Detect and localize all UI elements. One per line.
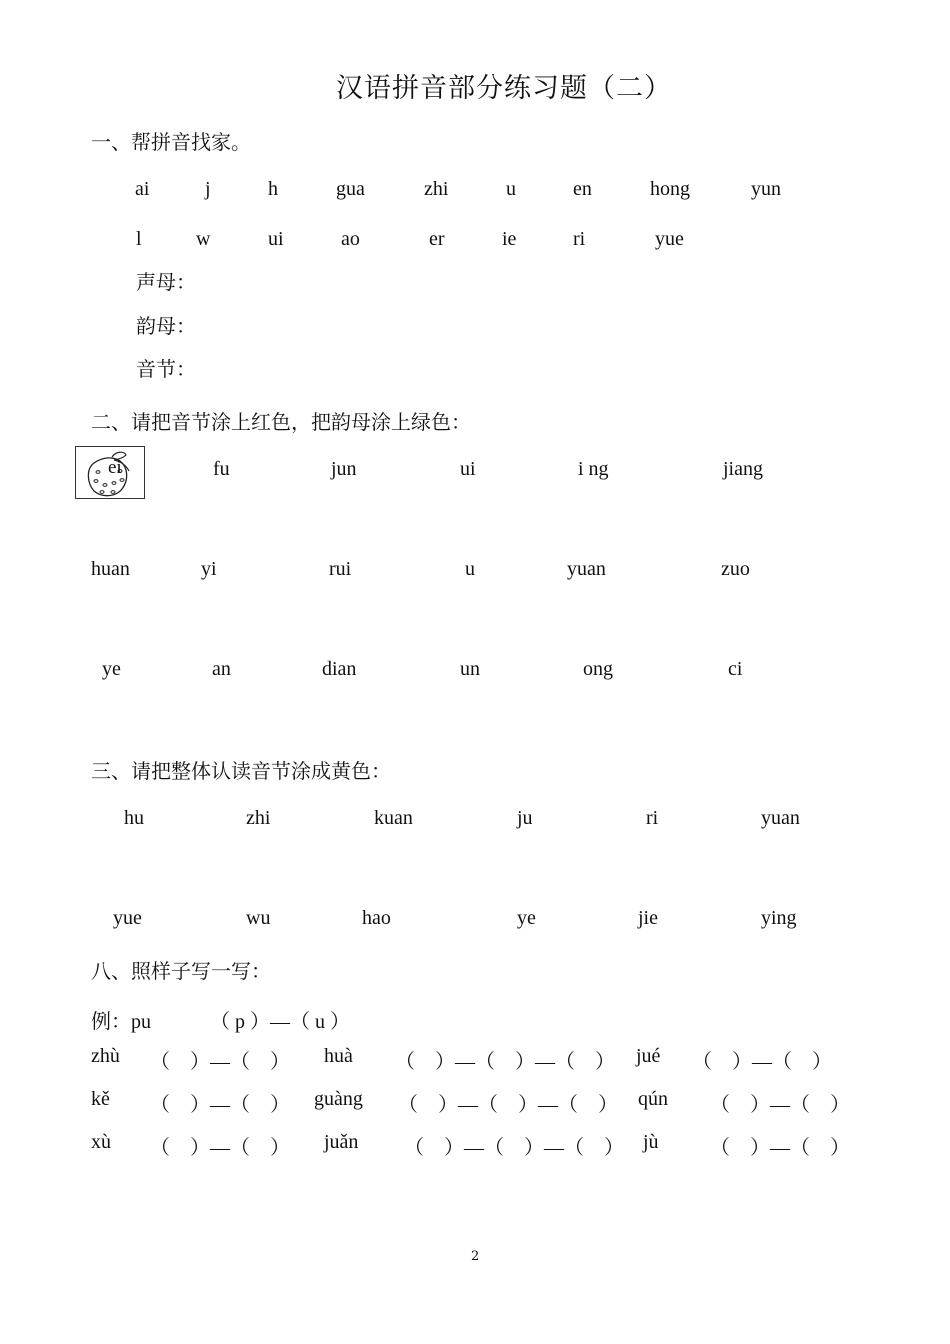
syllable-item: jie xyxy=(638,907,658,929)
exercise-blanks: （ ）—（ ） xyxy=(692,1051,832,1073)
exercise-word: guàng xyxy=(314,1088,363,1110)
exercise-word: kě xyxy=(91,1088,110,1110)
syllable-item: jiang xyxy=(723,458,763,480)
exercise-blanks: （ ）—（ ）—（ ） xyxy=(395,1051,615,1073)
syllable-item: ju xyxy=(517,807,533,829)
syllable-item: hu xyxy=(124,807,144,829)
syllable-item: hong xyxy=(650,178,690,200)
exercise-word: jù xyxy=(643,1131,659,1153)
syllable-item: huan xyxy=(91,558,130,580)
syllable-item: ci xyxy=(728,658,743,680)
syllable-item: ye xyxy=(517,907,536,929)
finals-label: 韵母： xyxy=(136,314,196,338)
syllable-item: i ng xyxy=(578,458,609,480)
syllable-item: u xyxy=(506,178,516,200)
syllable-item: hao xyxy=(362,907,391,929)
syllable-item: ying xyxy=(761,907,797,929)
section1-heading: 一、帮拼音找家。 xyxy=(91,130,251,154)
initials-label: 声母： xyxy=(136,270,196,294)
syllable-item: l xyxy=(136,228,142,250)
exercise-word: xù xyxy=(91,1131,111,1153)
syllable-item: ye xyxy=(102,658,121,680)
syllable-item: dian xyxy=(322,658,357,680)
page-number: 2 xyxy=(471,1249,480,1264)
example-label: 例：pu xyxy=(91,1011,151,1033)
syllable-item: ui xyxy=(460,458,476,480)
example-syllable: ei xyxy=(108,457,122,478)
syllable-item: rui xyxy=(329,558,352,580)
syllable-item: j xyxy=(205,178,211,200)
strawberry-example-box xyxy=(75,446,145,499)
syllable-item: ie xyxy=(502,228,517,250)
exercise-blanks: （ ）—（ ） xyxy=(150,1094,290,1116)
exercise-word: jué xyxy=(636,1045,661,1067)
syllable-item: zhi xyxy=(246,807,271,829)
exercise-blanks: （ ）—（ ） xyxy=(710,1094,850,1116)
syllable-item: ao xyxy=(341,228,360,250)
syllable-item: kuan xyxy=(374,807,413,829)
syllable-item: yuan xyxy=(567,558,606,580)
exercise-word: zhù xyxy=(91,1045,120,1067)
exercise-blanks: （ ）—（ ） xyxy=(150,1051,290,1073)
section8-heading: 八、照样子写一写： xyxy=(91,959,271,983)
syllable-item: yun xyxy=(751,178,781,200)
syllable-item: ri xyxy=(573,228,586,250)
syllable-item: ai xyxy=(135,178,150,200)
syllable-item: yue xyxy=(113,907,142,929)
syllable-item: wu xyxy=(246,907,271,929)
exercise-word: qún xyxy=(638,1088,668,1110)
example-parts: （ p ）—（ u ） xyxy=(210,1011,350,1033)
syllable-item: w xyxy=(196,228,211,250)
syllable-item: gua xyxy=(336,178,365,200)
exercise-blanks: （ ）—（ ）—（ ） xyxy=(404,1137,624,1159)
syllable-item: ong xyxy=(583,658,613,680)
syllable-item: ui xyxy=(268,228,284,250)
exercise-blanks: （ ）—（ ）—（ ） xyxy=(398,1094,618,1116)
exercise-word: huà xyxy=(324,1045,353,1067)
exercise-blanks: （ ）—（ ） xyxy=(710,1137,850,1159)
syllable-item: un xyxy=(460,658,480,680)
syllable-item: h xyxy=(268,178,278,200)
syllable-item: er xyxy=(429,228,445,250)
page-title: 汉语拼音部分练习题（二） xyxy=(336,73,672,104)
syllable-item: ri xyxy=(646,807,659,829)
syllable-item: fu xyxy=(213,458,230,480)
section3-heading: 三、请把整体认读音节涂成黄色： xyxy=(91,759,391,783)
syllable-item: en xyxy=(573,178,592,200)
syllables-label: 音节： xyxy=(136,357,196,381)
syllable-item: yi xyxy=(201,558,217,580)
exercise-blanks: （ ）—（ ） xyxy=(150,1137,290,1159)
syllable-item: zuo xyxy=(721,558,750,580)
syllable-item: yue xyxy=(655,228,684,250)
exercise-word: juǎn xyxy=(324,1131,359,1153)
syllable-item: u xyxy=(465,558,475,580)
syllable-item: an xyxy=(212,658,231,680)
syllable-item: yuan xyxy=(761,807,800,829)
syllable-item: zhi xyxy=(424,178,449,200)
section2-heading: 二、请把音节涂上红色，把韵母涂上绿色： xyxy=(91,410,471,434)
syllable-item: jun xyxy=(331,458,357,480)
